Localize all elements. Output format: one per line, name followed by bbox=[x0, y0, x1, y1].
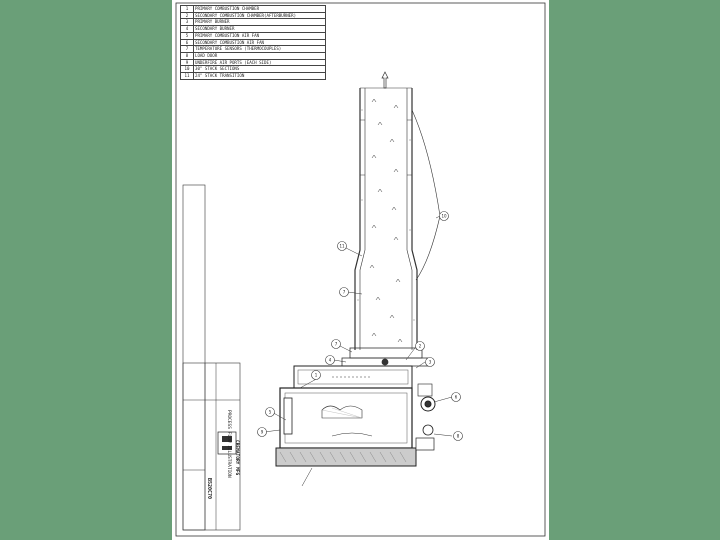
legend-number: 7 bbox=[181, 46, 194, 53]
drawing-title: PROCESS FLOW ILLUSTRATION bbox=[226, 410, 231, 478]
legend-text: SECONDARY COMBUSTION AIR FAN bbox=[194, 39, 326, 46]
legend-text: UNDERFIRE AIR PORTS (EACH SIDE) bbox=[194, 59, 326, 66]
stack-speckle bbox=[357, 109, 414, 320]
legend-number: 6 bbox=[181, 39, 194, 46]
legend-text: 24" STACK TRANSITION bbox=[194, 73, 326, 80]
refractory-base bbox=[276, 448, 416, 466]
company-name: CREMATORY MFG bbox=[234, 440, 239, 476]
legend-number: 10 bbox=[181, 66, 194, 73]
legend-text: SECONDARY COMBUSTION CHAMBER(AFTERBURNER) bbox=[194, 12, 326, 19]
legend-row bbox=[181, 46, 326, 53]
callout-label: 7 bbox=[342, 289, 346, 295]
legend-row bbox=[181, 12, 326, 19]
drawing-number: B520C70 bbox=[206, 478, 212, 500]
legend-text: 30" STACK SECTIONS bbox=[194, 66, 326, 73]
callout-label: 3 bbox=[428, 359, 432, 365]
legend-text: LOAD DOOR bbox=[194, 52, 326, 59]
legend-number: 8 bbox=[181, 52, 194, 59]
callout-label: 4 bbox=[328, 357, 332, 363]
legend-row bbox=[181, 73, 326, 80]
legend-row bbox=[181, 6, 326, 13]
callout-label: 11 bbox=[339, 243, 345, 249]
legend-row bbox=[181, 39, 326, 46]
legend-text: PRIMARY COMBUSTION CHAMBER bbox=[194, 6, 326, 13]
drawing-sheet bbox=[172, 0, 549, 540]
callout-label: 2 bbox=[418, 343, 422, 349]
primary-chamber bbox=[280, 388, 412, 448]
legend-text: TEMPERATURE SENSORS (THERMOCOUPLES) bbox=[194, 46, 326, 53]
stack-transition bbox=[342, 348, 428, 366]
load-door bbox=[284, 398, 292, 434]
legend-number: 4 bbox=[181, 26, 194, 33]
legend-text: PRIMARY BURNER bbox=[194, 19, 326, 26]
callout-label: 1 bbox=[314, 372, 318, 378]
callout-label: 6 bbox=[454, 394, 458, 400]
exhaust-arrow bbox=[382, 72, 388, 88]
legend-number: 5 bbox=[181, 32, 194, 39]
callout-label: 7 bbox=[334, 341, 338, 347]
stack-section-brace bbox=[412, 110, 440, 280]
legend-text: SECONDARY BURNER bbox=[194, 26, 326, 33]
legend-row bbox=[181, 26, 326, 33]
legend-text: PRIMARY COMBUSTION AIR FAN bbox=[194, 32, 326, 39]
title-block-frame bbox=[183, 185, 205, 530]
legend-row bbox=[181, 32, 326, 39]
legend-number: 11 bbox=[181, 73, 194, 80]
legend-row bbox=[181, 19, 326, 26]
callout-label: 8 bbox=[456, 433, 460, 439]
legend-number: 9 bbox=[181, 59, 194, 66]
component-legend bbox=[180, 5, 326, 80]
callout-label: 9 bbox=[260, 429, 264, 435]
legend-row bbox=[181, 52, 326, 59]
exhaust-stack bbox=[355, 72, 417, 350]
callout-label: 5 bbox=[268, 409, 272, 415]
gas-flow-arrows bbox=[370, 99, 402, 342]
legend-row bbox=[181, 59, 326, 66]
legend-number: 2 bbox=[181, 12, 194, 19]
legend-row bbox=[181, 66, 326, 73]
legend-number: 1 bbox=[181, 6, 194, 13]
callout-label: 10 bbox=[441, 213, 447, 219]
air-fans bbox=[416, 384, 435, 450]
legend-number: 3 bbox=[181, 19, 194, 26]
